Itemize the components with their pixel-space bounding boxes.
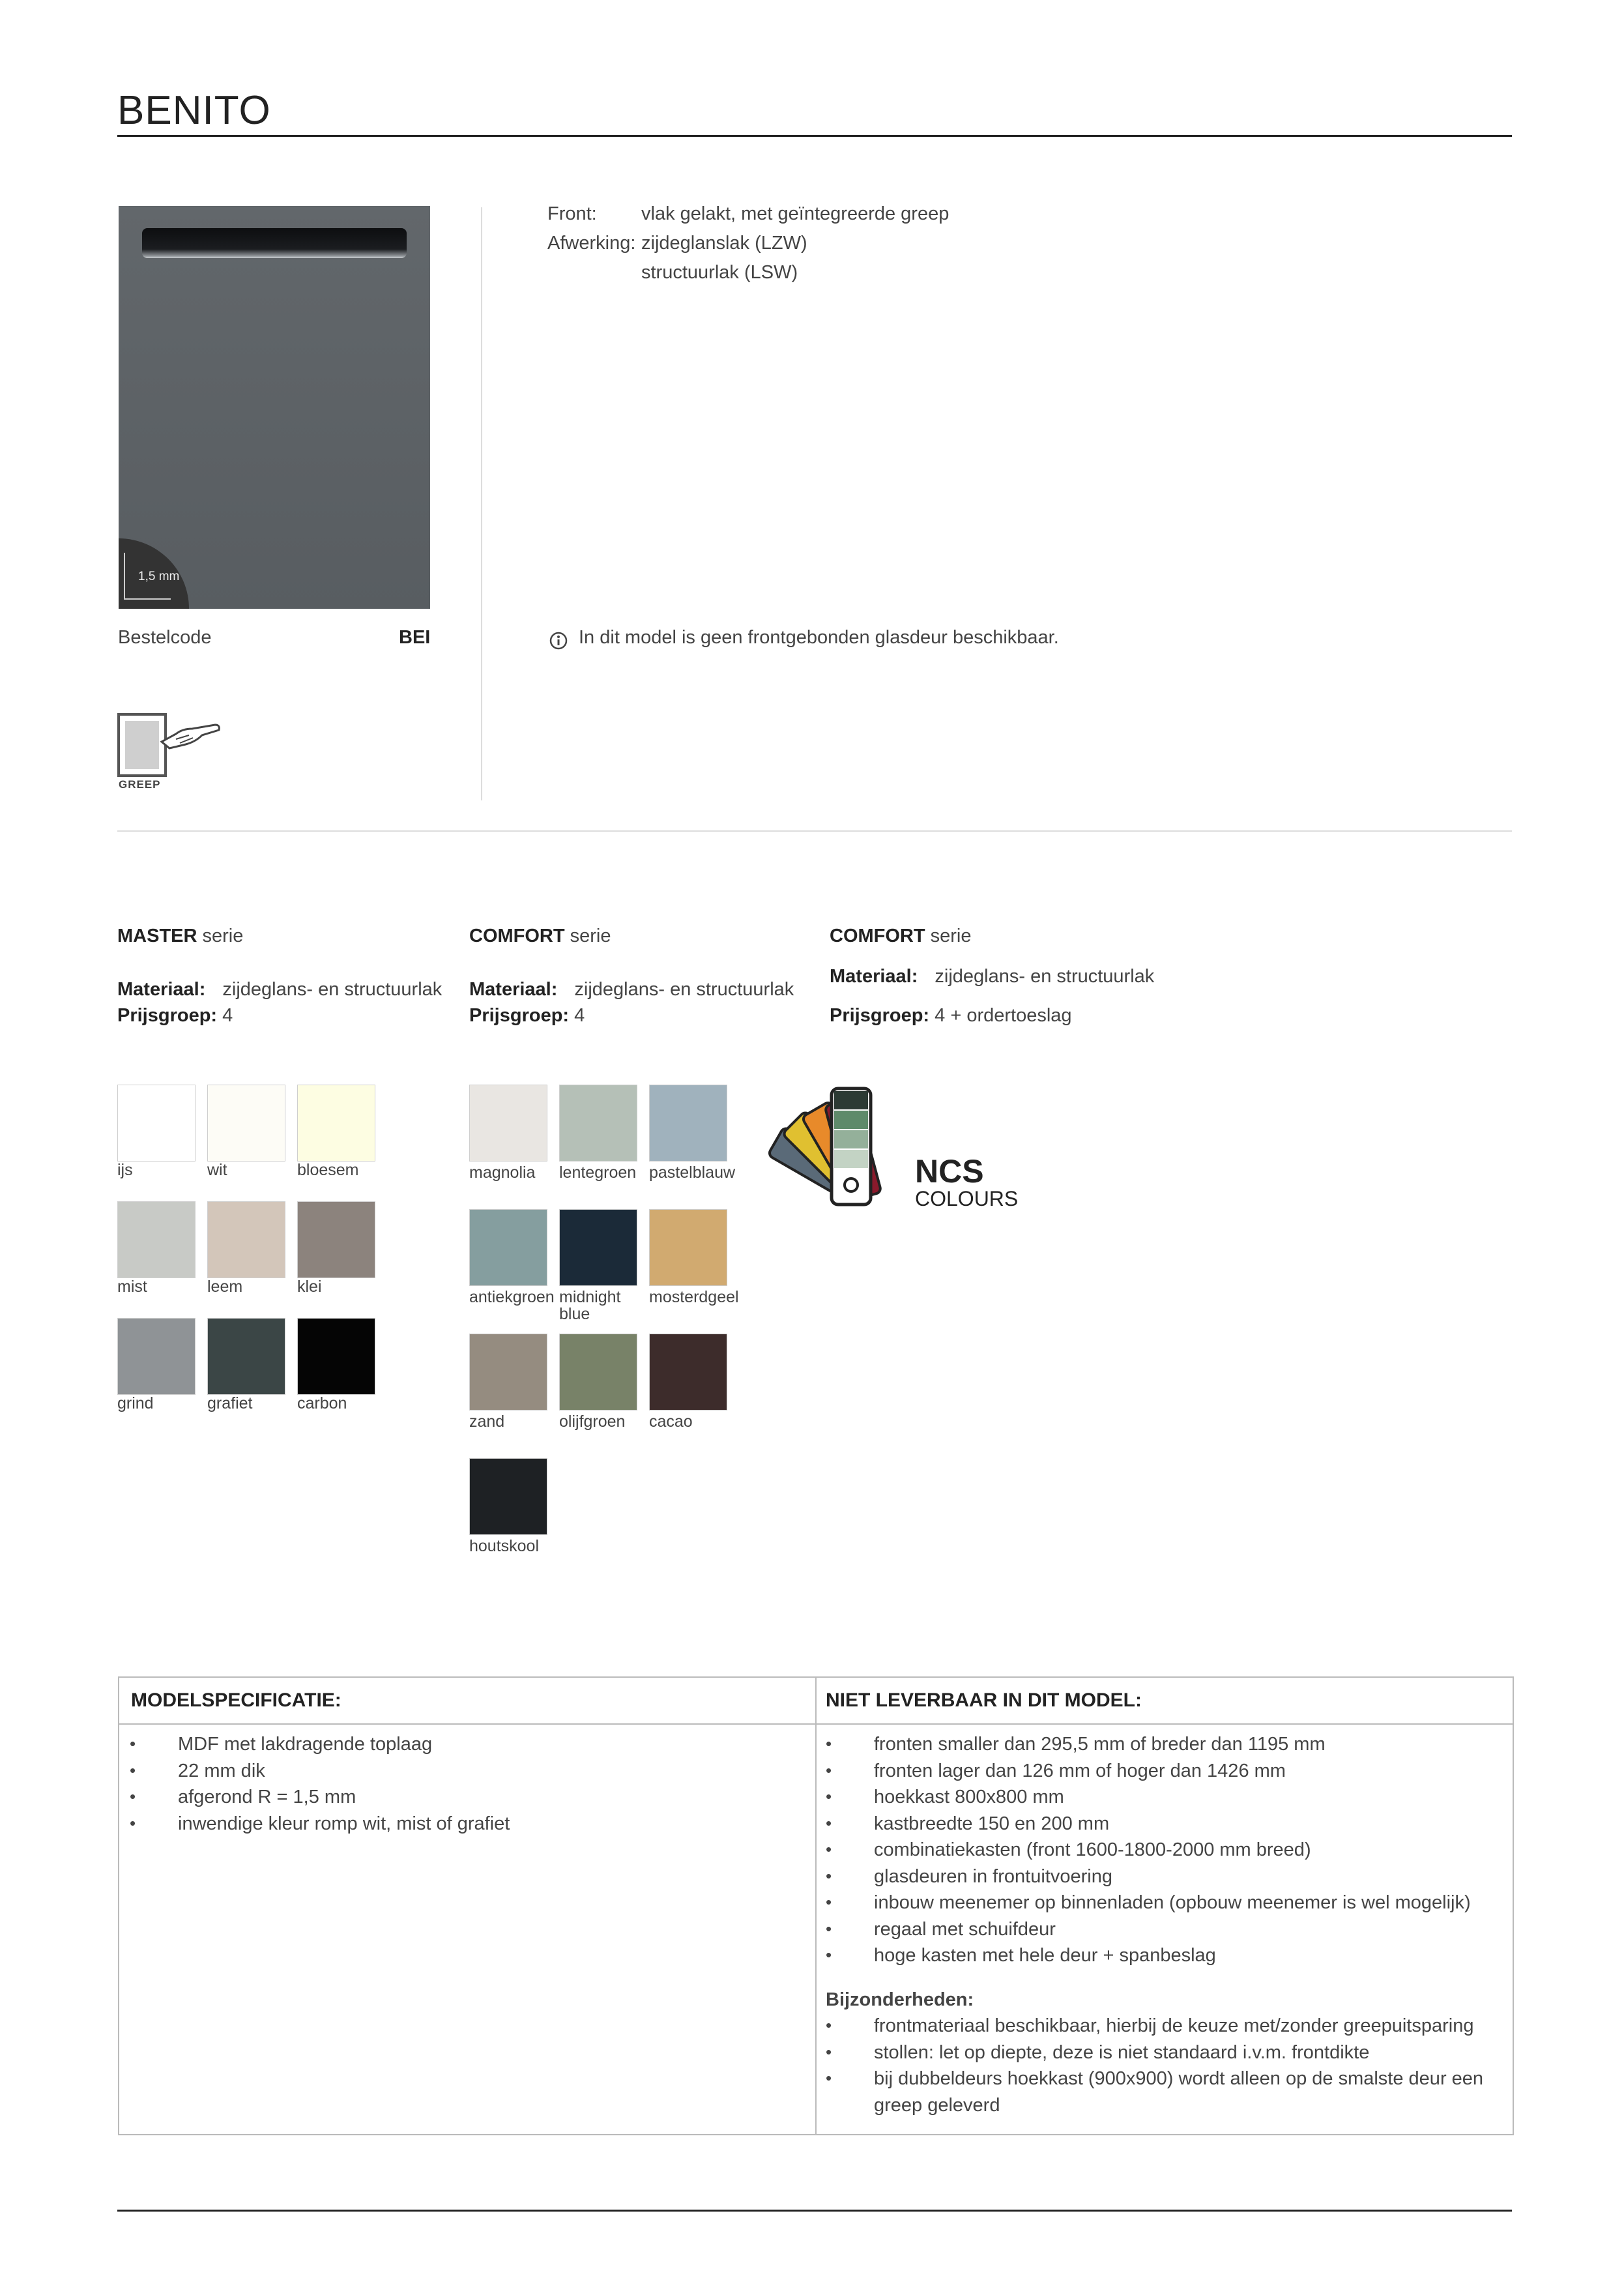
bullet-icon: •	[826, 2068, 832, 2088]
spec-afwerking-value-1: zijdeglanslak (LZW)	[641, 233, 807, 254]
niet-leverbaar-header: NIET LEVERBAAR IN DIT MODEL:	[826, 1689, 1142, 1711]
color-swatch	[117, 1085, 196, 1162]
list-item: fronten lager dan 126 mm of hoger dan 1426 mm	[874, 1760, 1286, 1781]
color-swatch	[649, 1085, 727, 1162]
bullet-icon: •	[130, 1760, 136, 1780]
bullet-icon: •	[826, 1734, 832, 1753]
spec-afwerking-value-2: structuurlak (LSW)	[641, 262, 798, 283]
color-swatch-label: grind	[117, 1394, 154, 1412]
color-swatch	[207, 1085, 285, 1162]
modelspecificatie-header: MODELSPECIFICATIE:	[131, 1689, 341, 1711]
section-divider	[117, 830, 1512, 832]
column-divider	[481, 207, 482, 800]
series-comfort-materiaal: Materiaal: zijdeglans- en structuurlak	[469, 979, 794, 1000]
list-item: combinatiekasten (front 1600-1800-2000 mm breed)	[874, 1839, 1311, 1860]
page-title: BENITO	[117, 88, 271, 133]
color-swatch-label: magnolia	[469, 1163, 536, 1182]
list-item: regaal met schuifdeur	[874, 1918, 1056, 1940]
footer-rule	[117, 2210, 1512, 2212]
ncs-logo-text: NCS	[915, 1153, 984, 1190]
color-swatch	[207, 1201, 285, 1278]
color-swatch	[559, 1334, 637, 1411]
list-item: afgerond R = 1,5 mm	[178, 1787, 356, 1807]
color-swatch	[469, 1458, 547, 1535]
list-item: frontmateriaal beschikbaar, hierbij de keuze met/zonder greepuitsparing	[874, 2015, 1474, 2036]
series-master-prijs: Prijsgroep: 4	[117, 1005, 233, 1026]
list-item: glasdeuren in frontuitvoering	[874, 1865, 1112, 1887]
color-swatch-label: klei	[297, 1278, 322, 1296]
bullet-icon: •	[826, 1945, 832, 1965]
bullet-icon: •	[826, 2015, 832, 2035]
color-swatch-label: carbon	[297, 1394, 347, 1412]
header-rule	[117, 135, 1512, 137]
color-swatch-label: wit	[207, 1161, 227, 1179]
series-master-title: MASTER serie	[117, 926, 244, 946]
color-swatch-label: mist	[117, 1278, 147, 1296]
color-swatch	[117, 1201, 196, 1278]
color-swatch	[649, 1334, 727, 1411]
ncs-logo-subtext: COLOURS	[915, 1187, 1019, 1210]
order-code-label: Bestelcode	[118, 627, 212, 648]
front-panel-image	[119, 206, 430, 609]
series-comfort-title: COMFORT serie	[469, 926, 611, 946]
integrated-handle	[142, 228, 407, 258]
bullet-icon: •	[826, 1918, 832, 1938]
color-swatch-label: ijs	[117, 1161, 133, 1179]
color-swatch	[469, 1334, 547, 1411]
color-swatch-label: zand	[469, 1412, 505, 1431]
color-swatch-label: antiekgroen	[469, 1288, 555, 1306]
series-comfort-ncs-prijs: Prijsgroep: 4 + ordertoeslag	[830, 1005, 1072, 1026]
bullet-icon: •	[130, 1813, 136, 1833]
color-swatch	[297, 1085, 375, 1162]
bullet-icon: •	[826, 1813, 832, 1833]
color-swatch	[207, 1318, 285, 1395]
list-item: stollen: let op diepte, deze is niet standaard i.v.m. frontdikte	[874, 2041, 1370, 2063]
color-swatch-label: mosterdgeel	[649, 1288, 739, 1306]
bullet-icon: •	[826, 1865, 832, 1886]
model-spec-table	[118, 1676, 1514, 2135]
color-swatch	[559, 1085, 637, 1162]
bullet-icon: •	[826, 1787, 832, 1806]
color-swatch-label: midnight blue	[559, 1288, 621, 1323]
bullet-icon: •	[826, 1839, 832, 1859]
list-item: fronten smaller dan 295,5 mm of breder dan 1195 mm	[874, 1734, 1326, 1755]
bullet-icon: •	[826, 2041, 832, 2062]
table-header-divider	[119, 1723, 1513, 1725]
color-swatch	[117, 1318, 196, 1395]
series-comfort-ncs-materiaal: Materiaal: zijdeglans- en structuurlak	[830, 966, 1155, 987]
list-item: kastbreedte 150 en 200 mm	[874, 1813, 1110, 1834]
color-swatch	[649, 1209, 727, 1286]
hand-grip-icon	[156, 716, 222, 755]
ncs-colours-logo	[829, 1085, 1019, 1221]
bullet-icon: •	[130, 1787, 136, 1806]
spec-front-label: Front:	[547, 203, 597, 224]
bijzonderheden-label: Bijzonderheden:	[826, 1989, 974, 2010]
bullet-icon: •	[130, 1734, 136, 1753]
list-item: MDF met lakdragende toplaag	[178, 1734, 433, 1755]
corner-radius-badge	[119, 538, 189, 609]
color-swatch-label: leem	[207, 1278, 243, 1296]
info-text: In dit model is geen frontgebonden glasdeur beschikbaar.	[579, 627, 1059, 648]
color-swatch-label: cacao	[649, 1412, 693, 1431]
list-item: 22 mm dik	[178, 1760, 265, 1781]
color-swatch	[559, 1209, 637, 1286]
list-item: inbouw meenemer op binnenladen (opbouw meenemer is wel mogelijk)	[874, 1892, 1471, 1913]
greep-door-shape	[125, 721, 159, 769]
color-swatch-label: lentegroen	[559, 1163, 637, 1182]
color-swatch	[297, 1201, 375, 1278]
list-item: bij dubbeldeurs hoekkast (900x900) wordt alleen op de smalste deur een	[874, 2068, 1484, 2089]
spec-afwerking-label: Afwerking:	[547, 233, 636, 254]
bullet-icon: •	[826, 1760, 832, 1780]
color-swatch	[469, 1209, 547, 1286]
list-item: greep geleverd	[874, 2094, 1000, 2116]
color-swatch	[469, 1085, 547, 1162]
color-swatch	[297, 1318, 375, 1395]
color-swatch-label: grafiet	[207, 1394, 253, 1412]
series-comfort-ncs-title: COMFORT serie	[830, 926, 972, 946]
color-swatch-label: houtskool	[469, 1537, 540, 1555]
greep-label: GREEP	[119, 778, 161, 791]
color-swatch-label: olijfgroen	[559, 1412, 626, 1431]
corner-radius-label: 1,5 mm	[138, 570, 180, 583]
color-swatch-label: bloesem	[297, 1161, 359, 1179]
order-code-value: BEI	[399, 627, 431, 648]
list-item: hoge kasten met hele deur + spanbeslag	[874, 1945, 1216, 1966]
spec-front-value: vlak gelakt, met geïntegreerde greep	[641, 203, 950, 224]
list-item: hoekkast 800x800 mm	[874, 1787, 1064, 1807]
table-column-divider	[815, 1678, 817, 2134]
bullet-icon: •	[826, 1892, 832, 1912]
info-circle-icon	[549, 631, 568, 650]
list-item: inwendige kleur romp wit, mist of grafiet	[178, 1813, 510, 1834]
series-comfort-prijs: Prijsgroep: 4	[469, 1005, 585, 1026]
color-swatch-label: pastelblauw	[649, 1163, 736, 1182]
series-master-materiaal: Materiaal: zijdeglans- en structuurlak	[117, 979, 442, 1000]
